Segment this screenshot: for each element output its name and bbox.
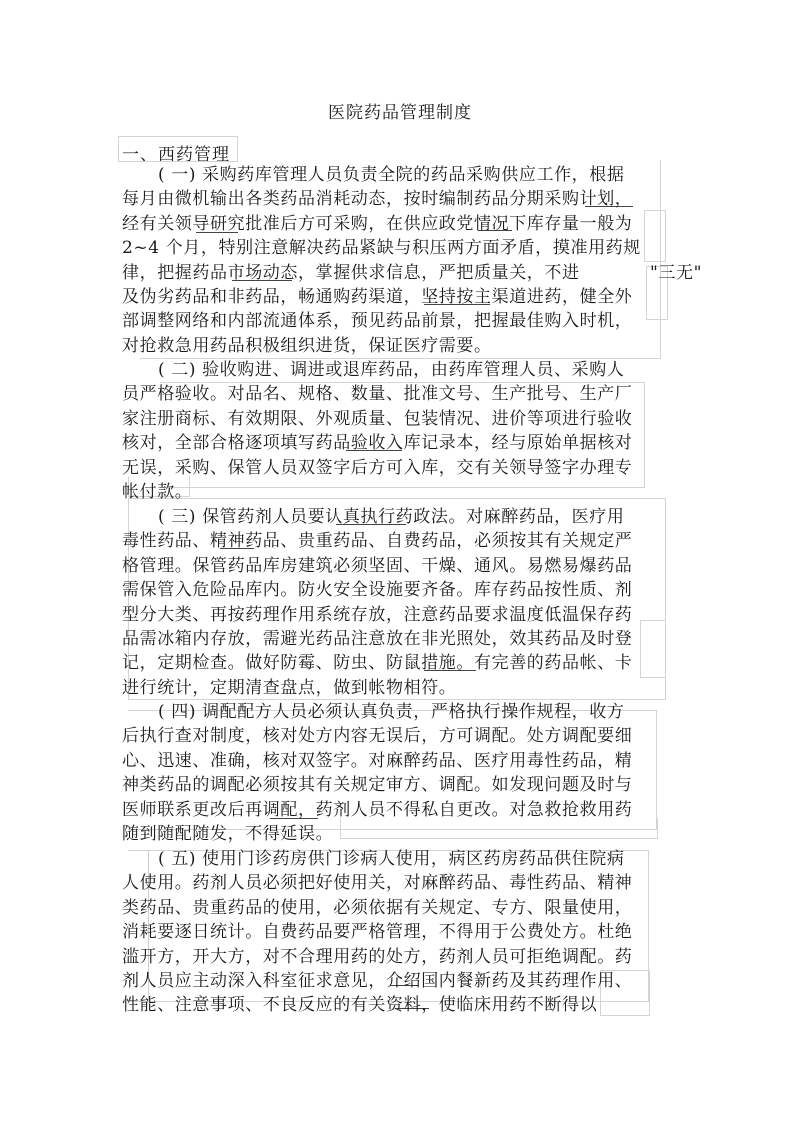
text-line: ( 三) 保管药剂人员要认真执行药政法。对麻醉药品，医疗用	[158, 507, 625, 527]
scan-frame	[118, 136, 238, 162]
text-line: 核对，全部合格逐项填写药品验收入库记录本，经与原始单据核对	[122, 433, 633, 454]
text-line: 律，把握药品市场动态，掌握供求信息，严把质量关，不进 "三无"	[122, 262, 703, 283]
text-line: 类药品、贵重药品的使用，必须依据有关规定、专方、限量使用，	[122, 897, 633, 918]
text-line: 品需冰箱内存放，需避光药品注意放在非光照处，效其药品及时登	[122, 628, 633, 649]
text-line: 进行统计，定期清查盘点，做到帐物相符。	[122, 677, 457, 698]
text-line: 人使用。药剂人员必须把好使用关，对麻醉药品、毒性药品、精神	[122, 873, 633, 894]
text-line: 家注册商标、有效期限、外观质量、包装情况、进价等项进行验收	[122, 408, 633, 429]
text-line: 心、迅速、准确，核对双签字。对麻醉药品、医疗用毒性药品，精	[122, 750, 633, 771]
text-line: 随到随配随发，不得延误。	[122, 823, 334, 844]
text-line: ( 五) 使用门诊药房供门诊病人使用，病区药房药品供住院病	[158, 849, 625, 869]
paragraph-2	[122, 358, 632, 504]
text-line: 经有关领导研究批准后方可采购，在供应政党情况下库存量一般为	[122, 213, 633, 234]
text-line: 员严格验收。对品名、规格、数量、批准文号、生产批号、生产厂	[122, 384, 633, 405]
paragraph-1	[122, 163, 702, 358]
text-line: ( 一) 采购药库管理人员负责全院的药品采购供应工作，根据	[158, 165, 625, 185]
text-line: 对抢救急用药品积极组织进货，保证医疗需要。	[122, 335, 492, 356]
text-line: 后执行查对制度，核对处方内容无误后，方可调配。处方调配要细	[122, 726, 633, 747]
text-line: 神类药品的调配必须按其有关规定审方、调配。如发现问题及时与	[122, 775, 633, 796]
text-line: ( 二) 验收购进、调进或退库药品，由药库管理人员、采购人	[158, 360, 625, 380]
text-line: 性能、注意事项、不良反应的有关资料，使临床用药不断得以	[122, 995, 598, 1016]
text-line: 格管理。保管药品库房建筑必须坚固、干燥、通风。易燃易爆药品	[122, 555, 633, 576]
text-line: 滥开方，开大方，对不合理用药的处方，药剂人员可拒绝调配。药	[122, 946, 633, 967]
text-line: 记，定期检查。做好防霉、防虫、防鼠措施。有完善的药品帐、卡	[122, 653, 633, 674]
text-line: 型分大类、再按药理作用系统存放，注意药品要求温度低温保存药	[122, 604, 633, 625]
text-line: 部调整网络和内部流通体系，预见药品前景，把握最佳购入时机，	[122, 311, 633, 332]
text-line: 每月由微机输出各类药品消耗动态，按时编制药品分期采购计划，	[122, 189, 633, 210]
text-line: 医师联系更改后再调配，药剂人员不得私自更改。对急救抢救用药	[122, 799, 633, 820]
paragraph-3	[122, 505, 632, 700]
scan-frame	[640, 620, 666, 678]
text-line: 无误，采购、保管人员双签字后方可入库，交有关领导签字办理专	[122, 457, 633, 478]
text-line: 2~4 个月，特别注意解决药品紧缺与积压两方面矛盾，摸准用药规	[122, 238, 641, 259]
paragraph-5	[122, 847, 632, 1018]
document-title: 医院药品管理制度	[328, 103, 472, 123]
text-line: 需保管入危险品库内。防火安全设施要齐备。库存药品按性质、剂	[122, 580, 633, 601]
text-line: 剂人员应主动深入科室征求意见，介绍国内餐新药及其药理作用、	[122, 970, 633, 991]
text-line: 及伪劣药品和非药品，畅通购药渠道，坚持按主渠道进药，健全外	[122, 286, 633, 307]
text-line: ( 四) 调配配方人员必须认真负责，严格执行操作规程，收方	[158, 702, 625, 722]
section-heading: 一、西药管理	[122, 145, 230, 165]
paragraph-4	[122, 700, 632, 846]
text-line: 帐付款。	[122, 481, 193, 502]
text-line: 消耗要逐日统计。自费药品要严格管理，不得用于公费处方。杜绝	[122, 922, 633, 943]
text-line: 毒性药品、精神药品、贵重药品、自费药品，必须按其有关规定严	[122, 531, 633, 552]
